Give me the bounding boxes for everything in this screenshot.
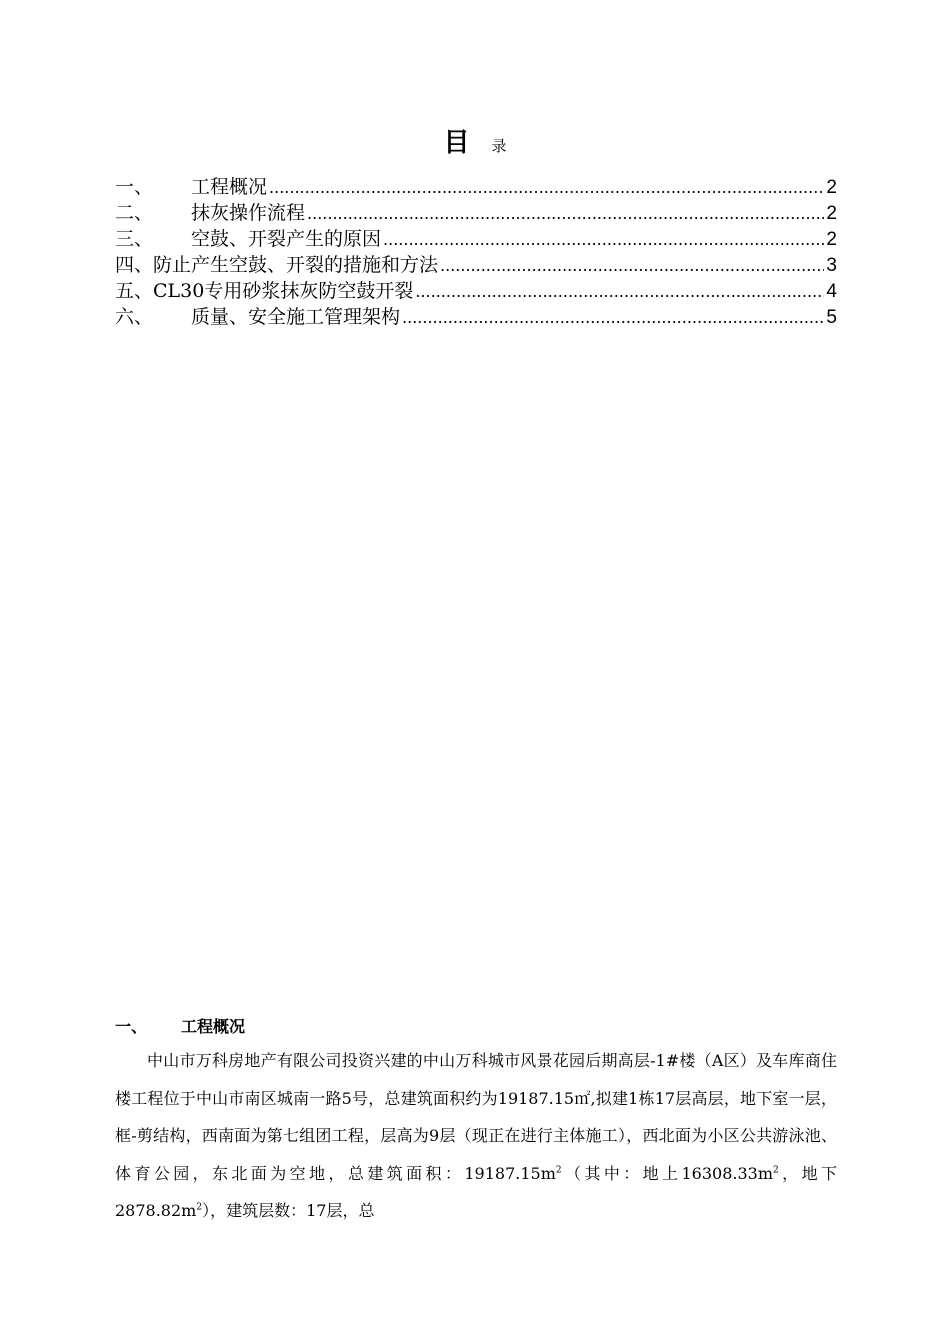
toc-entry-title: 空鼓、开裂产生的原因 (191, 228, 382, 250)
toc-entry-number: 三、 (115, 228, 154, 250)
toc-entry[interactable] (115, 200, 837, 226)
toc-leader-dots (402, 305, 824, 331)
toc-leader-dots (269, 175, 824, 201)
toc-entry-page: 4 (826, 281, 837, 302)
toc-leader-dots (440, 253, 824, 279)
toc-entry[interactable] (115, 304, 837, 330)
toc-entry-number: 六、 (115, 306, 154, 328)
paragraph-text: ，地下2878.82m (115, 1163, 837, 1220)
toc-title-main: 目 (443, 128, 470, 158)
table-of-contents (115, 174, 837, 330)
toc-leader-dots (383, 227, 824, 253)
superscript: 2 (555, 1165, 562, 1176)
paragraph-text: 中山市万科房地产有限公司投资兴建的中山万科城市风景花园后期高层-1#楼（A区）及车库商住楼工程位于中山市南区城南一路5号，总建筑面积约为19187.15㎡,拟建1栋17层高层，地下室一层，框-剪结构，西南面为第七组团工程，层高为9层（现正在进行主体施工），西北面为小区公共游泳池、体育公园，东北面为空地，总建筑面积：19187.15m (115, 1051, 837, 1183)
section-number: 一、 (115, 1017, 148, 1036)
toc-entry-page: 5 (826, 307, 837, 328)
toc-entry-number: 四、 (115, 254, 154, 276)
toc-leader-dots (415, 279, 824, 305)
toc-entry[interactable] (115, 252, 837, 278)
section-title: 工程概况 (181, 1017, 246, 1036)
toc-title-sub: 录 (491, 137, 507, 155)
toc-entry-page: 2 (826, 177, 837, 198)
toc-entry[interactable] (115, 174, 837, 200)
toc-leader-dots (307, 201, 824, 227)
toc-entry-number: 五、 (115, 280, 154, 302)
section-paragraph (115, 1042, 837, 1230)
toc-entry-title: 防止产生空鼓、开裂的措施和方法 (153, 254, 439, 276)
superscript: 2 (196, 1202, 203, 1213)
toc-entry-page: 2 (826, 203, 837, 224)
toc-entry[interactable] (115, 278, 837, 304)
superscript: 2 (773, 1165, 779, 1176)
toc-entry-title: 质量、安全施工管理架构 (191, 306, 401, 328)
toc-entry[interactable] (115, 226, 837, 252)
paragraph-text: ），建筑层数：17层，总 (202, 1201, 375, 1220)
toc-entry-title: 抹灰操作流程 (191, 202, 306, 224)
toc-entry-title: 工程概况 (191, 176, 268, 198)
toc-title (0, 122, 950, 159)
toc-entry-number: 一、 (115, 176, 154, 198)
toc-entry-number: 二、 (115, 202, 154, 224)
section-heading (115, 1014, 245, 1037)
toc-entry-page: 3 (826, 255, 837, 276)
toc-entry-title: CL30专用砂浆抹灰防空鼓开裂 (153, 280, 414, 302)
paragraph-text: （其中：地上16308.33m (561, 1163, 774, 1183)
toc-entry-page: 2 (826, 229, 837, 250)
